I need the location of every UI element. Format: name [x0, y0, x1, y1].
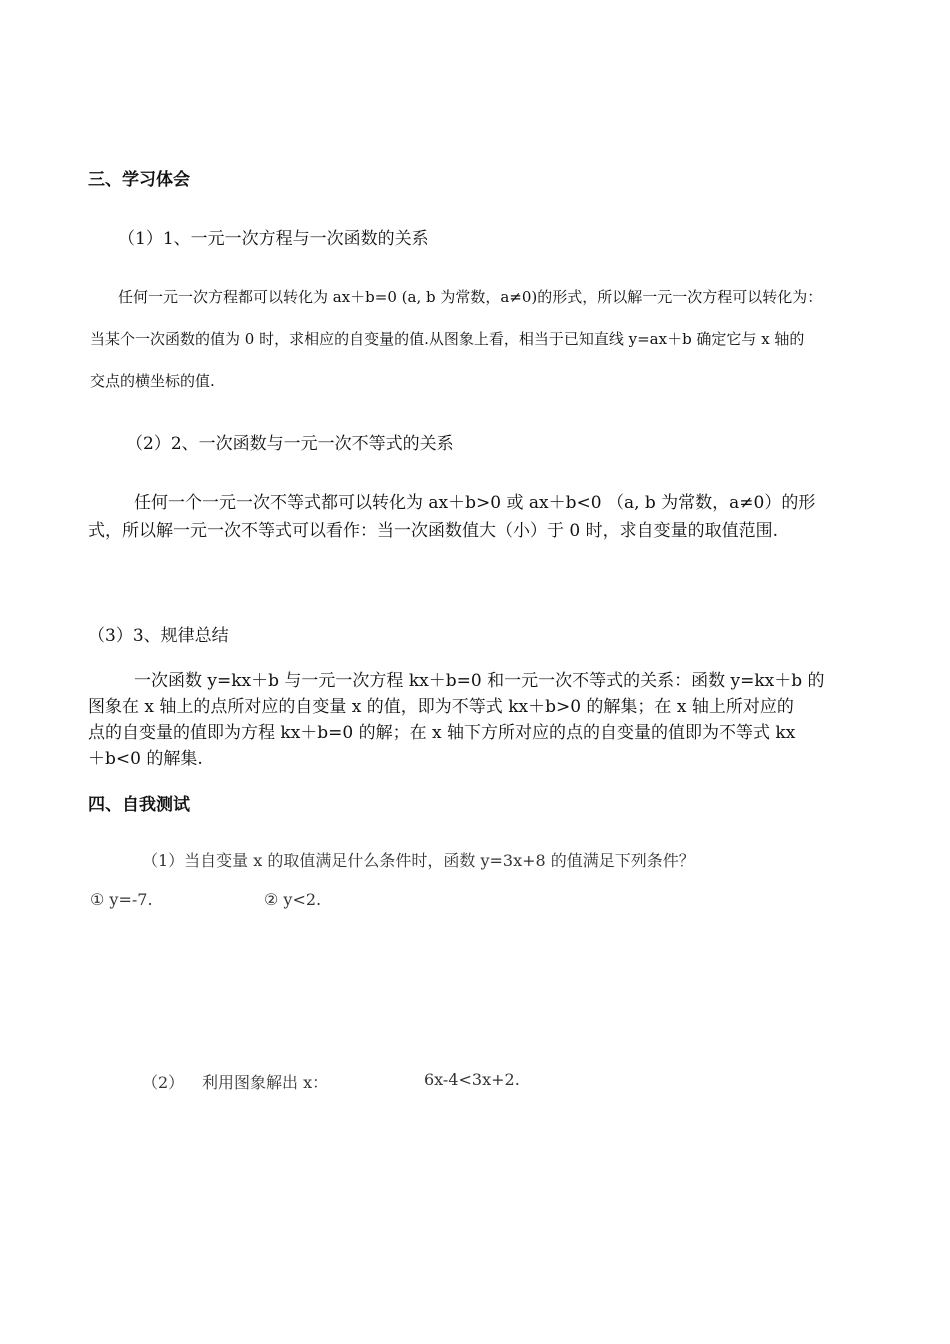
question-1-option-2: ② y<2.: [264, 890, 322, 909]
item-3-title: （3）3、规律总结: [88, 626, 229, 646]
item-3-line-4: ＋b<0 的解集.: [88, 749, 203, 769]
item-2-line-2: 式，所以解一元一次不等式可以看作：当一次函数值大（小）于 0 时，求自变量的取值范围.: [88, 521, 779, 541]
question-1-text: （1）当自变量 x 的取值满足什么条件时，函数 y=3x+8 的值满足下列条件？: [142, 851, 695, 870]
item-3-line-2: 图象在 x 轴上的点所对应的自变量 x 的值，即为不等式 kx＋b>0 的解集；在 x 轴上所对应的: [88, 697, 794, 717]
item-3-line-3: 点的自变量的值即为方程 kx＋b=0 的解；在 x 轴下方所对应的点的自变量的值即为不等式 kx: [88, 723, 796, 743]
item-1-line-2: 当某个一次函数的值为 0 时，求相应的自变量的值.从图象上看，相当于已知直线 y=ax＋b 确定它与 x 轴的: [90, 330, 805, 348]
item-3-line-1: 一次函数 y=kx＋b 与一元一次方程 kx＋b=0 和一元一次不等式的关系：函数 y=kx＋b 的: [134, 671, 825, 691]
question-1-option-1: ① y=-7.: [90, 890, 153, 909]
question-2-label: （2）: [142, 1073, 185, 1092]
section-4-heading: 四、自我测试: [88, 795, 190, 815]
item-2-line-1: 任何一个一元一次不等式都可以转化为 ax＋b>0 或 ax＋b<0 （a, b 为常数，a≠0）的形: [134, 493, 816, 513]
item-1-line-1: 任何一元一次方程都可以转化为 ax＋b=0 (a, b 为常数，a≠0)的形式，所以解一元一次方程可以转化为：: [118, 288, 823, 306]
item-2-title: （2）2、一次函数与一元一次不等式的关系: [126, 434, 454, 454]
question-2-text: 利用图象解出 x：: [202, 1073, 329, 1092]
item-1-title: （1）1、一元一次方程与一次函数的关系: [118, 229, 429, 249]
item-1-line-3: 交点的横坐标的值.: [90, 372, 215, 390]
question-2-expression: 6x-4<3x+2.: [424, 1070, 520, 1089]
section-3-heading: 三、学习体会: [88, 170, 190, 190]
